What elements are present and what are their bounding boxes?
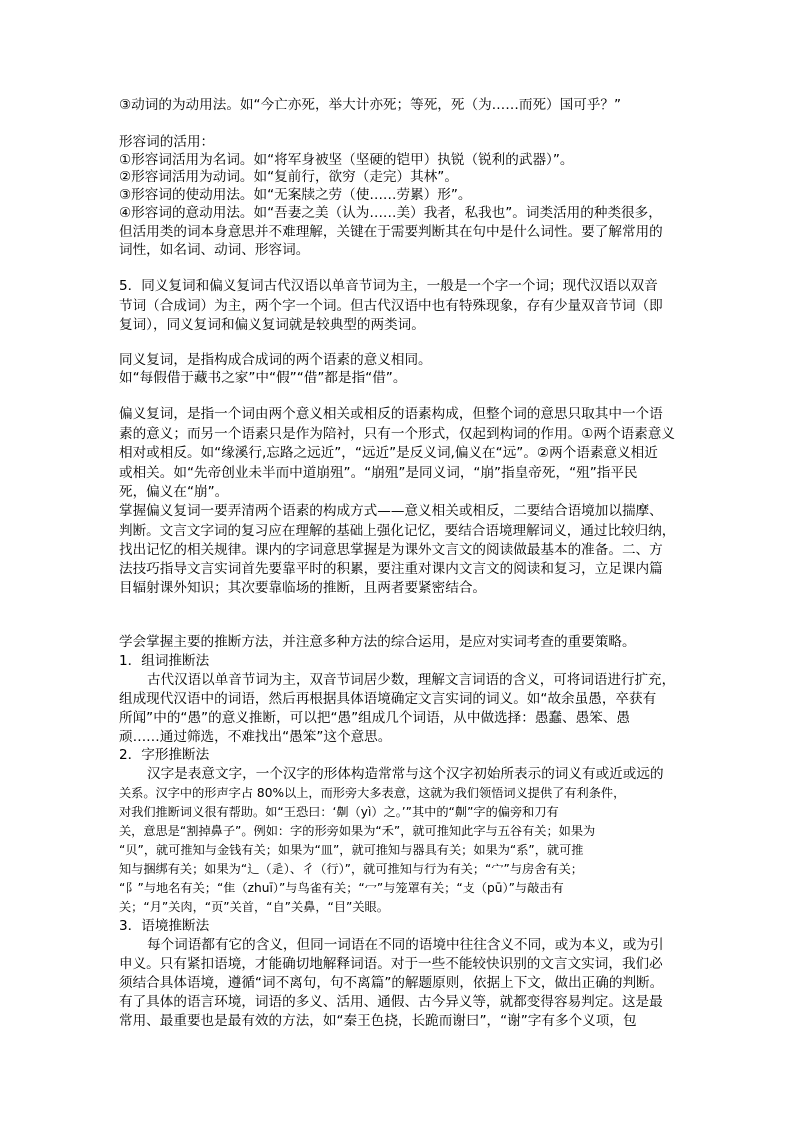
text-line: 素的意义；而另一个语素只是作为陪衬，只有一个形式，仅起到构词的作用。①两个语素意义 [119, 426, 675, 442]
text-line: 找出记忆的相关规律。课内的字词意思掌握是为课外文言文的阅读做最基本的准备。二、方 [119, 542, 663, 558]
text-line: 复词），同义复词和偏义复词就是较典型的两类词。 [119, 317, 425, 333]
text-line: ③动词的为动用法。如“今亡亦死，举大计亦死；等死，死（为……而死）国可乎？” [119, 97, 622, 113]
heading-word-formation-method: 1．组词推断法 [119, 653, 210, 669]
text-line: 所闻”中的“愚”的意义推断，可以把“愚”组成几个词语，从中做选择：愚蠢、愚笨、愚 [119, 710, 630, 726]
text-line: ④形容词的意动用法。如“吾妻之美（认为……美）我者，私我也”。词类活用的种类很多， [119, 205, 662, 221]
section-heading-compound-words: 5．同义复词和偏义复词古代汉语以单音节词为主，一般是一个字一个词；现代汉语以双音 [119, 278, 658, 294]
text-line: 对我们推断词义很有帮助。如“王恐曰：‘劓（yì）之。’”其中的“劓”字的偏旁和刀有 [119, 805, 559, 819]
text-line: 法技巧指导文言实词首先要靠平时的积累，要注重对课内文言文的阅读和复习，立足课内篇 [119, 561, 663, 577]
text-line: 但活用类的词本身意思并不难理解，关键在于需要判断其在句中是什么词性。要了解常用的 [119, 224, 663, 240]
text-line: 顽……通过筛选，不难找出“愚笨”这个意思。 [119, 729, 392, 745]
text-line: 组成现代汉语中的词语，然后再根据具体语境确定文言实词的词义。如“故余虽愚，卒获有 [119, 691, 657, 707]
heading-context-method: 3．语境推断法 [119, 918, 210, 934]
text-line: 相对或相反。如“缘溪行,忘路之远近”，“远近”是反义词,偏义在“远”。②两个语素意义相近 [119, 445, 658, 461]
text-line: 常用、最重要也是最有效的方法，如“秦王色挠，长跪而谢曰”，“谢”字有多个义项，包 [119, 1013, 637, 1029]
text-line: 学会掌握主要的推断方法，并注意多种方法的综合运用，是应对实词考查的重要策略。 [119, 634, 636, 650]
text-line: 词性，如名词、动词、形容词。 [119, 242, 310, 258]
text-line: 偏义复词，是指一个词由两个意义相关或相反的语素构成，但整个词的意思只取其中一个语 [119, 406, 663, 422]
text-line: 关；“月”关肉，“页”关首，“自”关鼻，“目”关眼。 [119, 900, 389, 914]
text-line: 或相关。如“先帝创业未半而中道崩殂”。“崩殂”是同义词，“崩”指皇帝死，“殂”指平民 [119, 465, 638, 481]
text-line: 须结合具体语境，遵循“词不离句，句不离篇”的解题原则，依据上下文，做出正确的判断。 [119, 975, 664, 991]
text-line: 目辐射课外知识；其次要靠临场的推断，且两者要紧密结合。 [119, 580, 487, 596]
text-line: 知与捆绑有关；如果为“辶（辵）、彳（行）”，就可推知与行为有关；“宀”与房舍有关； [119, 862, 583, 876]
text-line: 有了具体的语言环境，词语的多义、活用、通假、古今异义等，就都变得容易判定。这是最 [119, 994, 663, 1010]
text-line: 申义。只有紧扣语境，才能确切地解释词语。对于一些不能较快识别的文言文实词，我们必 [119, 956, 663, 972]
text-line: 每个词语都有它的含义，但同一词语在不同的语境中往往含义不同，或为本义，或为引 [147, 937, 664, 953]
text-line: 同义复词，是指构成合成词的两个语素的意义相同。 [119, 352, 432, 368]
text-line: 如“每假借于藏书之家”中“假”“借”都是指“借”。 [119, 370, 407, 386]
text-line: 汉字是表意文字，一个汉字的形体构造常常与这个汉字初始所表示的词义有或近或远的 [147, 766, 664, 782]
text-line: 古代汉语以单音节词为主，双音节词居少数，理解文言词语的含义，可将词语进行扩充， [147, 672, 676, 688]
text-line: 节词（合成词）为主，两个字一个词。但古代汉语中也有特殊现象，存有少量双音节词（即 [119, 298, 663, 314]
heading-character-form-method: 2．字形推断法 [119, 747, 210, 763]
text-line: “贝”，就可推知与金钱有关；如果为“皿”，就可推知与器具有关；如果为“系”，就可推 [119, 843, 584, 857]
text-line: “阝”与地名有关；“隹（zhuī）”与鸟雀有关；“冖”与笼罩有关；“攴（pū）”与敲击有 [119, 881, 564, 895]
text-line: 关，意思是“割掉鼻子”。例如：字的形旁如果为“禾”，就可推知此字与五谷有关；如果为 [119, 824, 596, 838]
text-line: ③形容词的使动用法。如“无案牍之劳（使……劳累）形”。 [119, 187, 472, 203]
text-line: 掌握偏义复词一要弄清两个语素的构成方式——意义相关或相反，二要结合语境加以揣摩、 [119, 503, 663, 519]
section-heading-adjective-usage: 形容词的活用： [119, 134, 215, 150]
text-line: 判断。文言文字词的复习应在理解的基础上强化记忆，要结合语境理解词义，通过比较归纳， [119, 523, 676, 539]
text-line: ②形容词活用为动词。如“复前行，欲穷（走完）其林”。 [119, 169, 458, 185]
text-line: 关系。汉字中的形声字占 80%以上，而形旁大多表意，这就为我们领悟词义提供了有利条件， [119, 786, 626, 800]
text-line: 死，偏义在“崩”。 [119, 484, 229, 500]
text-line: ①形容词活用为名词。如“将军身被坚（坚硬的铠甲）执锐（锐利的武器）”。 [119, 152, 574, 168]
